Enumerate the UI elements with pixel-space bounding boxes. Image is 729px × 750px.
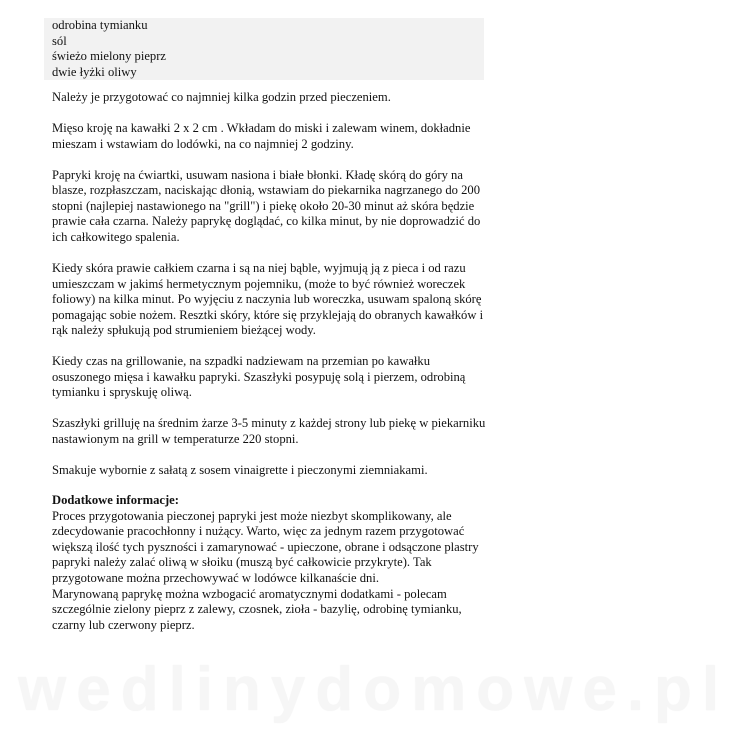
text-line: osuszonego mięsa i kawałku papryki. Szaszłyki posypuję solą i pierzem, odrobiną bbox=[52, 369, 466, 384]
text-line: przygotowane można przechowywać w lodówce kilkanaście dni. bbox=[52, 570, 379, 585]
text-line: tymianku i spryskuję oliwą. bbox=[52, 385, 192, 400]
text-line: Marynowaną paprykę można wzbogacić aromatycznymi dodatkami - polecam bbox=[52, 586, 447, 601]
text-line: Mięso kroję na kawałki 2 x 2 cm . Wkładam do miski i zalewam winem, dokładnie bbox=[52, 120, 471, 135]
text-line: Szaszłyki grilluję na średnim żarze 3-5 minuty z każdej strony lub piekę w piekarniku bbox=[52, 416, 486, 431]
text-line: umieszczam w jakimś hermetycznym pojemniku, (może to być również woreczek bbox=[52, 276, 466, 291]
text-line: foliowy) na kilka minut. Po wyjęciu z naczynia lub woreczka, usuwam spaloną skórę bbox=[52, 292, 482, 307]
text-line: Kiedy skóra prawie całkiem czarna i są na niej bąble, wyjmują ją z pieca i od razu bbox=[52, 260, 466, 275]
paragraph-skin-removal bbox=[52, 261, 492, 339]
text-line: Kiedy czas na grillowanie, na szpadki nadziewam na przemian po kawałku bbox=[52, 354, 431, 369]
paragraph-serving bbox=[52, 463, 492, 479]
text-line: Proces przygotowania pieczonej papryki jest może niezbyt skomplikowany, ale bbox=[52, 508, 452, 523]
watermark: wedlinydomowe.pl bbox=[18, 655, 729, 724]
text-line: nastawionym na grill w temperaturze 220 stopni. bbox=[52, 432, 299, 447]
ingredient-item: świeżo mielony pieprz bbox=[52, 49, 167, 64]
text-line: papryki należy zalać oliwą w słoiku (muszą być całkowicie przykryte). Tak bbox=[52, 555, 432, 570]
text-line: zdecydowanie pracochłonny i nużący. Warto, więc za jednym razem przygotować bbox=[52, 524, 465, 539]
text-line: pomagając sobie nożem. Resztki skóry, które się przyklejają do obranych kawałków i bbox=[52, 307, 484, 322]
text-line: stopni (najlepiej nastawionego na "grill") i piekę około 20-30 minut aż skóra będzie bbox=[52, 198, 475, 213]
ingredients-list bbox=[44, 18, 484, 80]
text-line: Należy je przygotować co najmniej kilka godzin przed pieczeniem. bbox=[52, 90, 391, 104]
paragraph-grilling bbox=[52, 416, 492, 447]
paragraph-skewers bbox=[52, 354, 492, 401]
additional-info-section bbox=[52, 493, 492, 633]
ingredient-item: sól bbox=[52, 33, 67, 48]
text-line: prawie cała czarna. Należy paprykę doglądać, co kilka minut, by nie doprowadzić do bbox=[52, 214, 481, 229]
paragraph-peppers bbox=[52, 168, 492, 246]
text-line: mieszam i wstawiam do lodówki, na co najmniej 2 godziny. bbox=[52, 136, 354, 151]
ingredient-item: odrobina tymianku bbox=[52, 18, 148, 32]
text-line: ich całkowitego spalenia. bbox=[52, 229, 180, 244]
paragraph-meat bbox=[52, 121, 492, 152]
paragraph-preparation-note bbox=[52, 90, 492, 106]
text-line: Papryki kroję na ćwiartki, usuwam nasiona i białe błonki. Kładę skórą do góry na bbox=[52, 167, 463, 182]
text-line: Smakuje wybornie z sałatą z sosem vinaigrette i pieczonymi ziemniakami. bbox=[52, 463, 428, 478]
text-line: rąk należy spłukują pod strumieniem bieżącej wody. bbox=[52, 323, 316, 338]
additional-info-heading: Dodatkowe informacje: bbox=[52, 493, 179, 508]
text-line: blasze, rozpłaszczam, naciskając dłonią, wstawiam do piekarnika nagrzanego do 200 bbox=[52, 183, 481, 198]
ingredient-item: dwie łyżki oliwy bbox=[52, 64, 137, 79]
text-line: większą ilość tych pyszności i zamarynować - upieczone, obrane i odsączone plastry bbox=[52, 539, 479, 554]
recipe-body bbox=[52, 90, 492, 649]
text-line: czarny lub czerwony pieprz. bbox=[52, 617, 195, 632]
text-line: szczególnie zielony pieprz z zalewy, czosnek, zioła - bazylię, odrobinę tymianku, bbox=[52, 602, 462, 617]
